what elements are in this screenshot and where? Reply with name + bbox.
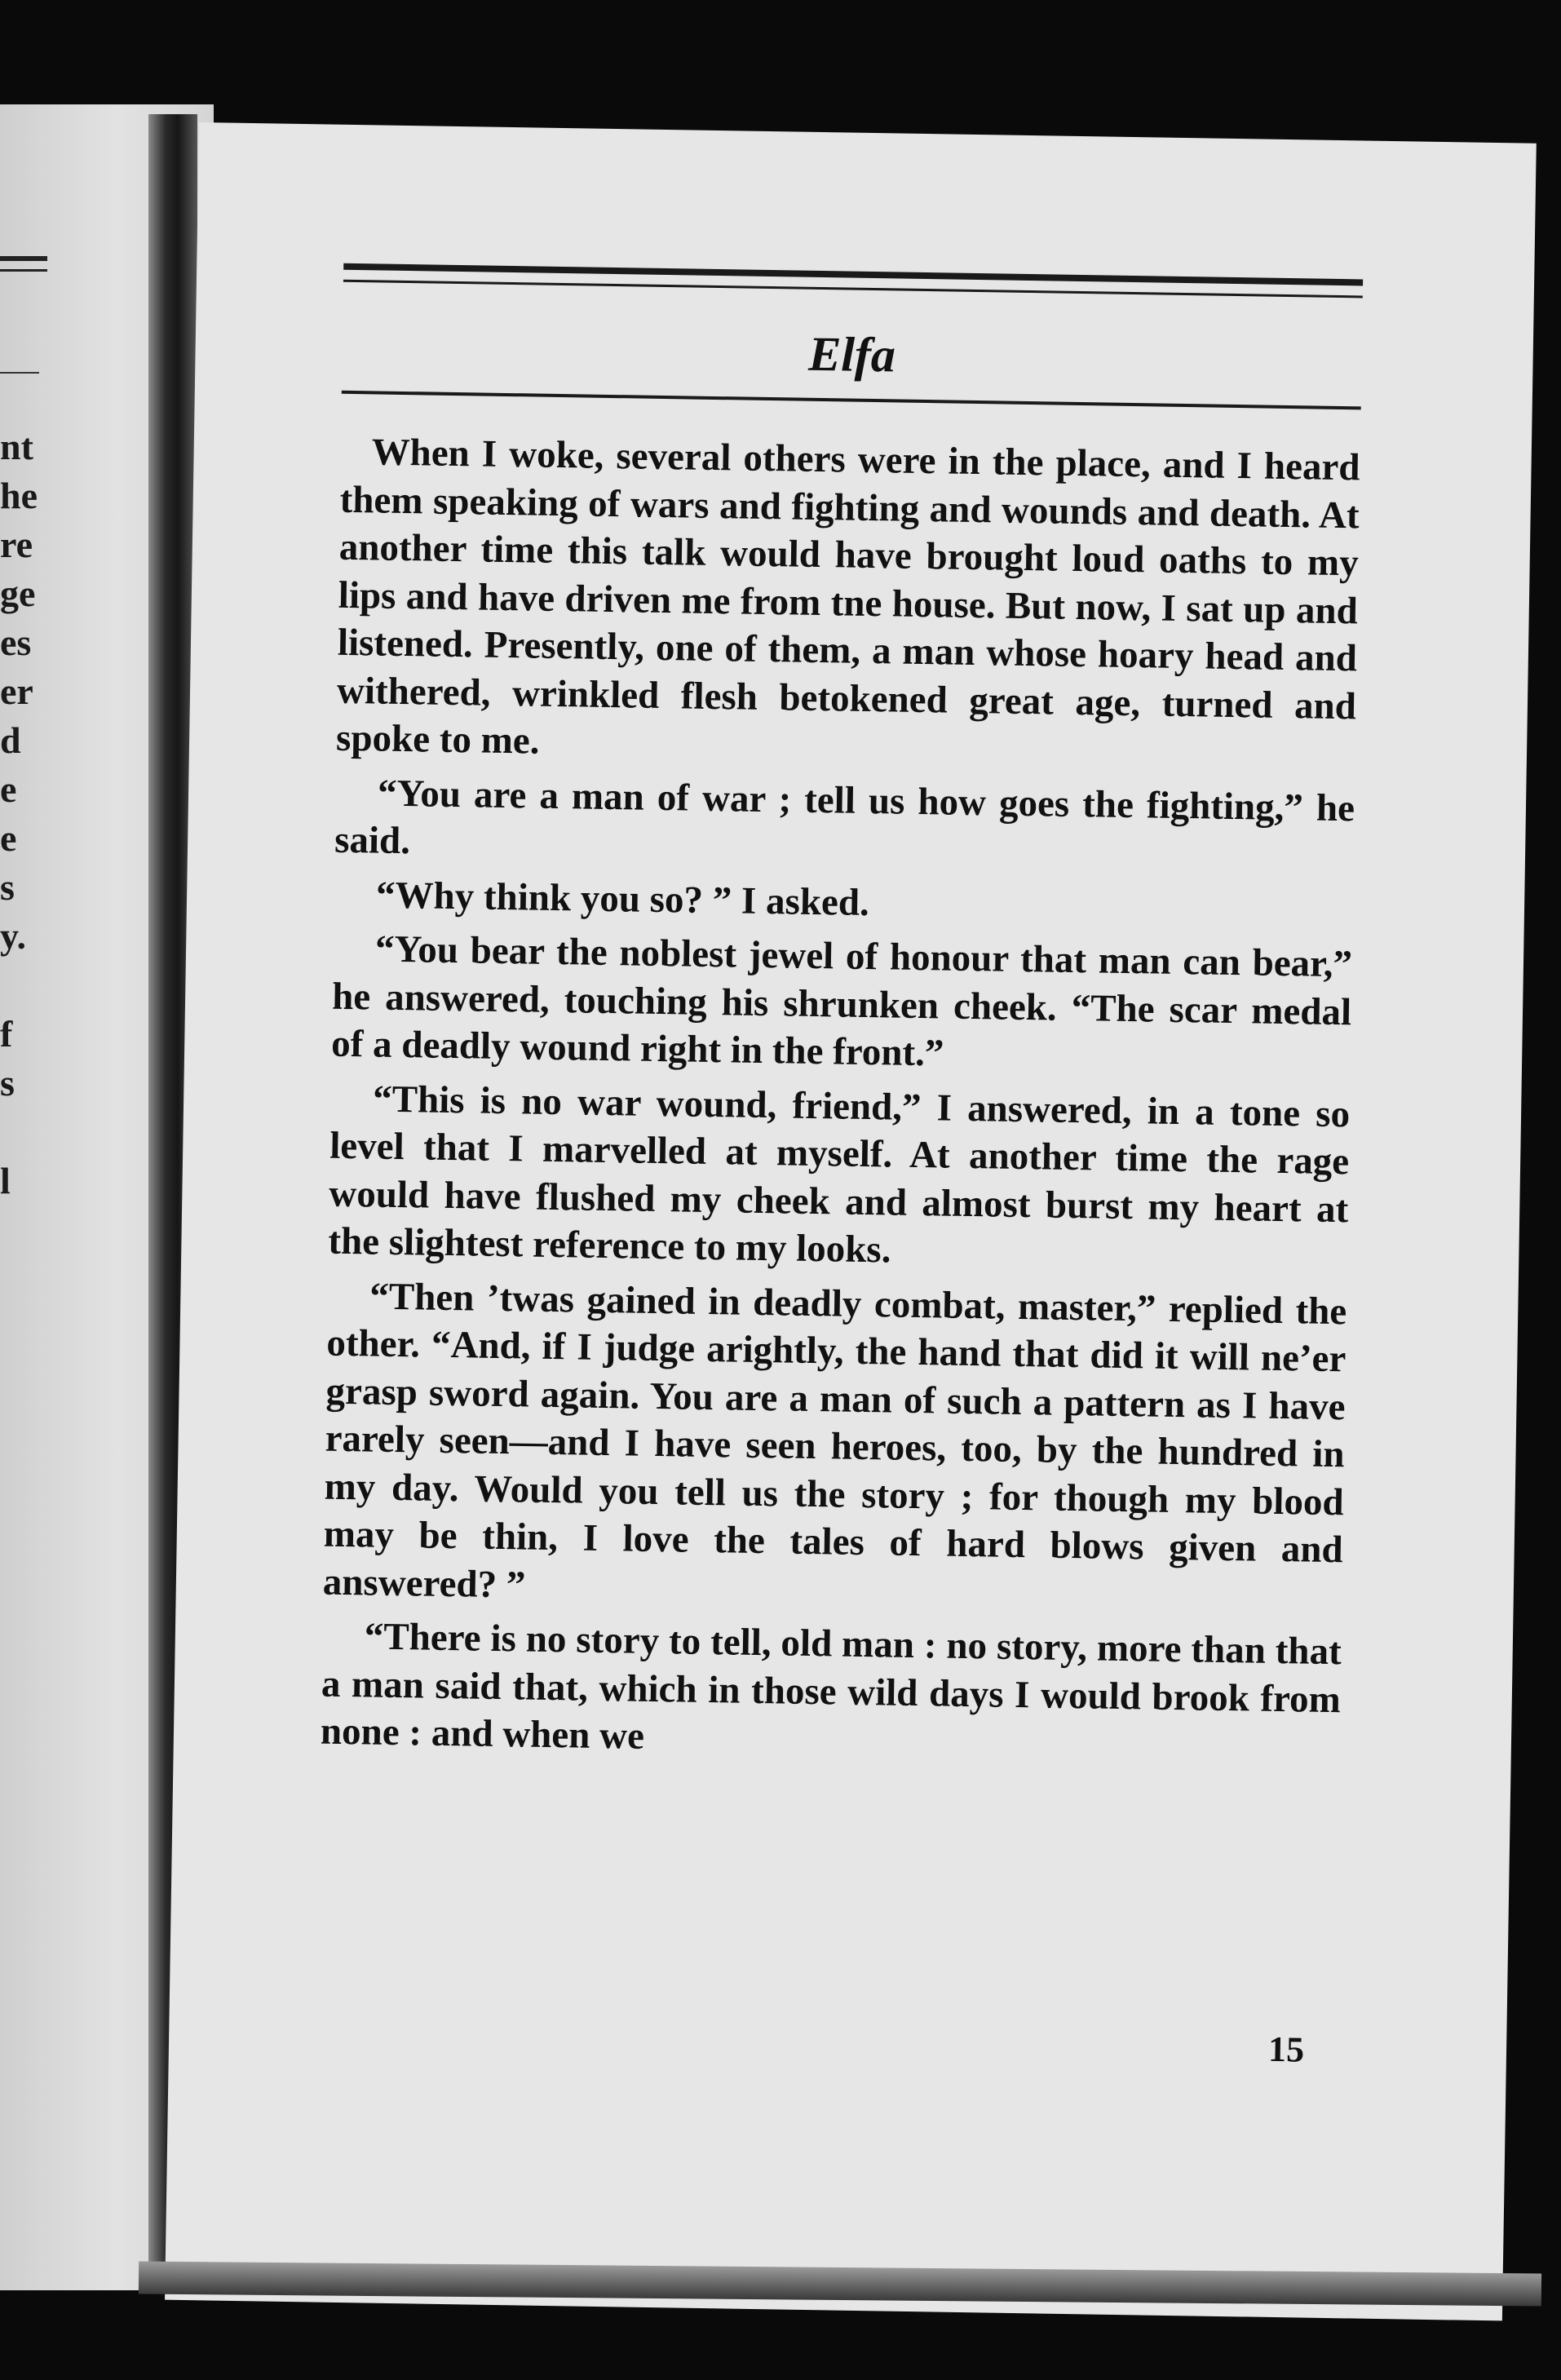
paragraph: When I woke, several others were in the place, and I heard them speaking of wars and fighting and wounds and death. At another time this talk would have brought loud oaths to my lips and have driven me from tne house. But now, I sat up and listened. Presently, one of them, a man whose hoary head and withered, wrinkled flesh betokened great age, turned and spoke to me. [335, 431, 1360, 763]
paragraph: “Then ’twas gained in deadly combat, master,” replied the other. “And, if I judge arightly, the hand that did it will ne’er grasp sword again. You are a man of such a pattern as I have rarely seen—and I have seen heroes, too, by the hundred in my day. Would you tell us the story ; for though my blood may be thin, I love the tales of hard blows given and answered? ” [322, 1274, 1347, 1607]
header-underline [342, 391, 1361, 410]
left-fragment [0, 961, 38, 1010]
left-fragment: re [0, 524, 33, 565]
left-fragment: ge [0, 573, 36, 614]
left-fragment: l [0, 1160, 11, 1201]
left-fragment: s [0, 866, 15, 908]
left-fragment: s [0, 1062, 15, 1104]
left-page-text-fragments [0, 422, 38, 1205]
left-page-rule [0, 269, 47, 272]
left-fragment: d [0, 719, 21, 761]
left-fragment: e [0, 768, 17, 810]
left-fragment: e [0, 817, 17, 859]
body-text [320, 428, 1360, 1778]
page-number: 15 [1267, 2028, 1305, 2070]
left-page-rule [0, 372, 39, 374]
book-page [165, 122, 1537, 2320]
paragraph: “This is no war wound, friend,” I answered, in a tone so level that I marvelled at myself. At another time the rage would have flushed my cheek and almost burst my heart at the slightest reference to my looks. [328, 1077, 1351, 1272]
paragraph: “Why think you so? ” I asked. [375, 874, 870, 924]
left-fragment [0, 1108, 38, 1157]
left-fragment: es [0, 622, 32, 663]
left-fragment: er [0, 670, 33, 712]
left-fragment: y. [0, 915, 26, 957]
left-fragment: f [0, 1013, 13, 1055]
left-fragment: he [0, 475, 38, 516]
paragraph: “You bear the noblest jewel of honour that man can bear,” he answered, touching his shrunken cheek. “The scar medal of a deadly wound right in the front.” [330, 927, 1353, 1075]
left-fragment: nt [0, 426, 33, 467]
left-page-rule [0, 256, 47, 261]
paragraph: “There is no story to tell, old man : no story, more than that a man said that, which in those wild days I would brook from none : and when we [320, 1615, 1342, 1758]
paragraph: “You are a man of war ; tell us how goes the fighting,” he said. [334, 772, 1355, 863]
running-head: Elfa [807, 326, 896, 383]
